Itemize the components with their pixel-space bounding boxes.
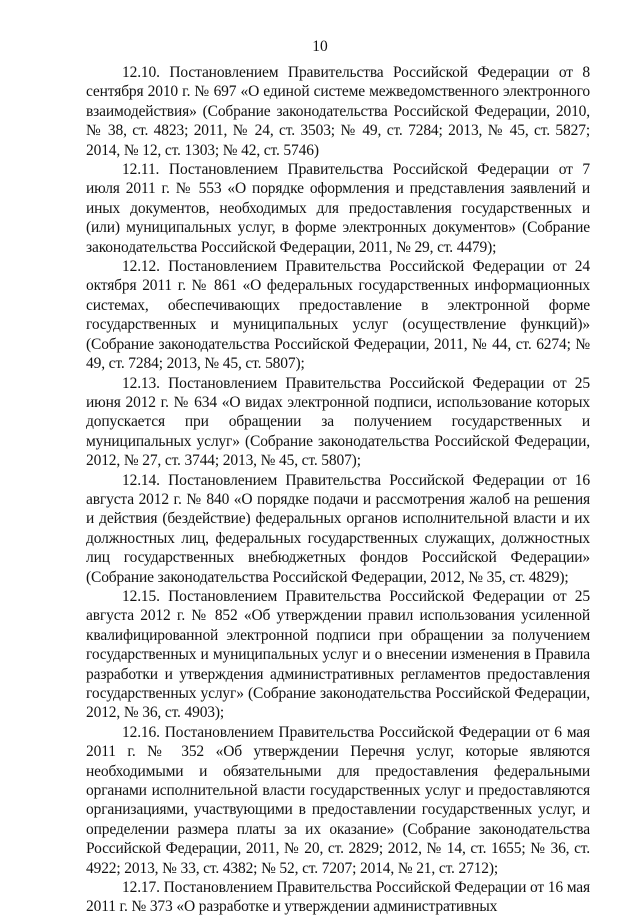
paragraph-12-13: 12.13. Постановлением Правительства Российской Федерации от 25 июня 2012 г. № 634 «О видах электронной подписи, использование которых допускается при обращении за получением государственных и муниципальных услуг» (Собрание законодательства Российской Федерации, 2012, № 27, ст. 3744; 2013, № 45, ст. 5807);: [86, 374, 590, 470]
paragraph-12-15: 12.15. Постановлением Правительства Российской Федерации от 25 августа 2012 г. № 852 «Об утверждении правил использования усиленной квалифицированной электронной подписи при обращении за получением государственных и муниципальных услуг и о внесении изменения в Правила разработки и утверждения административных регламентов предоставления государственных услуг» (Собрание законодательства Российской Федерации, 2012, № 36, ст. 4903);: [86, 587, 590, 722]
paragraph-12-11: 12.11. Постановлением Правительства Российской Федерации от 7 июля 2011 г. № 553 «О порядке оформления и представления заявлений и иных документов, необходимых для предоставления государственных и (или) муниципальных услуг, в форме электронных документов» (Собрание законодательства Российской Федерации, 2011, № 29, ст. 4479);: [86, 161, 590, 256]
paragraph-12-10: 12.10. Постановлением Правительства Российской Федерации от 8 сентября 2010 г. № 697 «О единой системе межведомственного электронного взаимодействия» (Собрание законодательства Российской Федерации, 2010, № 38, ст. 4823; 2011, № 24, ст. 3503; № 49, ст. 7284; 2013, № 45, ст. 5827; 2014, № 12, ст. 1303; № 42, ст. 5746): [86, 64, 590, 159]
paragraph-12-17: 12.17. Постановлением Правительства Российской Федерации от 16 мая 2011 г. № 373 «О разработке и утверждении административных: [86, 879, 590, 916]
page-number: 10: [312, 38, 328, 55]
paragraph-12-14: 12.14. Постановлением Правительства Российской Федерации от 16 августа 2012 г. № 840 «О порядке подачи и рассмотрения жалоб на решения и действия (бездействие) федеральных органов исполнительной власти и их должностных лиц, федеральных государственных служащих, должностных лиц государственных внебюджетных фондов Российской Федерации» (Собрание законодательства Российской Федерации, 2012, № 35, ст. 4829);: [86, 471, 590, 586]
paragraph-12-16: 12.16. Постановлением Правительства Российской Федерации от 6 мая 2011 г. № 352 «Об утверждении Перечня услуг, которые являются необходимыми и обязательными для предоставления федеральными органами исполнительной власти государственных услуг и предоставляются организациями, участвующими в предоставлении государственных услуг, и определении размера платы за их оказание» (Собрание законодательства Российской Федерации, 2011, № 20, ст. 2829; 2012, № 14, ст. 1655; № 36, ст. 4922; 2013, № 33, ст. 4382; № 52, ст. 7207; 2014, № 21, ст. 2712);: [86, 723, 590, 877]
document-body: [86, 63, 590, 917]
paragraph-12-12: 12.12. Постановлением Правительства Российской Федерации от 24 октября 2011 г. № 861 «О федеральных государственных информационных системах, обеспечивающих предоставление в электронной форме государственных и муниципальных услуг (осуществление функций)» (Собрание законодательства Российской Федерации, 2011, № 44, ст. 6274; № 49, ст. 7284; 2013, № 45, ст. 5807);: [86, 258, 590, 373]
